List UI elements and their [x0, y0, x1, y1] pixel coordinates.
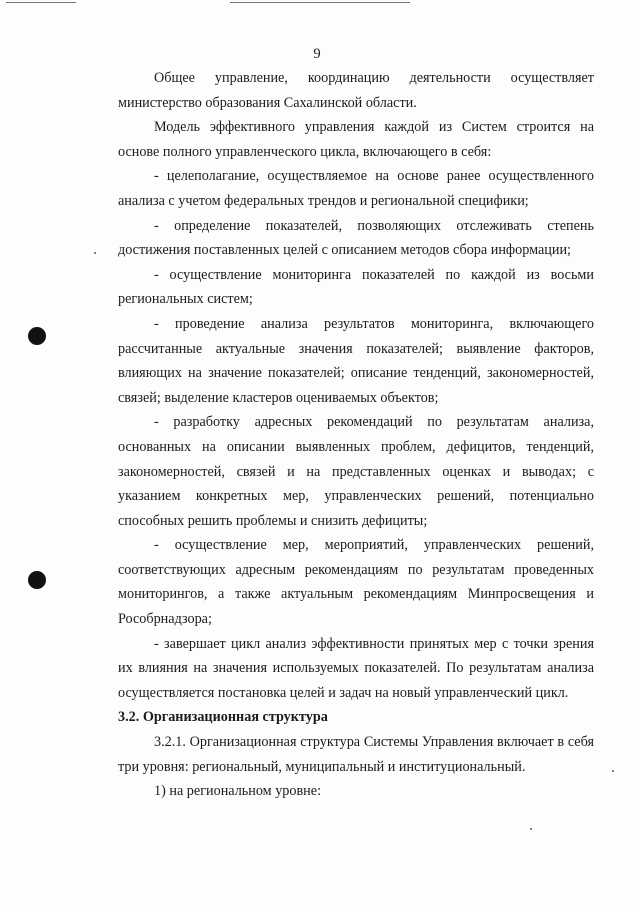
- paragraph: 3.2.1. Организационная структура Системы Управления включает в себя три уровня: региональный, муниципальный и институциональный.: [118, 734, 594, 775]
- punch-hole: [28, 327, 46, 345]
- scan-speck: [612, 770, 614, 772]
- paragraph: Общее управление, координацию деятельности осуществляет министерство образования Сахалинской области.: [118, 70, 594, 111]
- list-item-paragraph: - определение показателей, позволяющих отслеживать степень достижения поставленных целей с описанием методов сбора информации;: [118, 217, 594, 259]
- paragraph: 1) на региональном уровне:: [154, 783, 322, 800]
- list-item-paragraph: - проведение анализа результатов мониторинга, включающего рассчитанные актуальные значения показателей; выявление факторов, влияющих на значение показателей; описание тенденций, закономерностей, связей; выделение кластеров оцениваемых объектов;: [118, 315, 594, 406]
- scan-edge-mark: [6, 2, 76, 3]
- list-item-paragraph: - разработку адресных рекомендаций по результатам анализа, основанных на описании выявленных проблем, дефицитов, тенденций, закономерностей, связей и на представленных оценках и выводах; с указанием конкретных мер, управленческих решений, потенциально способных решить проблемы и снизить дефициты;: [118, 414, 594, 529]
- list-item-paragraph: - целеполагание, осуществляемое на основе ранее осуществленного анализа с учетом федеральных трендов и региональной специфики;: [118, 168, 594, 209]
- punch-hole: [28, 571, 46, 589]
- scan-speck: [94, 252, 96, 254]
- paragraph: Модель эффективного управления каждой из Систем строится на основе полного управленческого цикла, включающего в себя:: [118, 119, 594, 160]
- scan-edge-mark: [230, 2, 410, 3]
- section-heading: 3.2. Организационная структура: [118, 709, 328, 726]
- scan-speck: [530, 828, 532, 830]
- list-item-paragraph: - завершает цикл анализ эффективности принятых мер с точки зрения их влияния на значения используемых показателей. По результатам анализа осуществляется постановка целей и задач на новый управленческий цикл.: [118, 635, 594, 701]
- list-item-paragraph: - осуществление мониторинга показателей по каждой из восьми региональных систем;: [118, 266, 594, 308]
- list-item-paragraph: - осуществление мер, мероприятий, управленческих решений, соответствующих адресным рекомендациям по результатам проведенных мониторингов, а также актуальным рекомендациям Минпросвещения и Рособрнадзора;: [118, 537, 594, 628]
- page-number: 9: [313, 46, 321, 62]
- document-body: [118, 66, 594, 804]
